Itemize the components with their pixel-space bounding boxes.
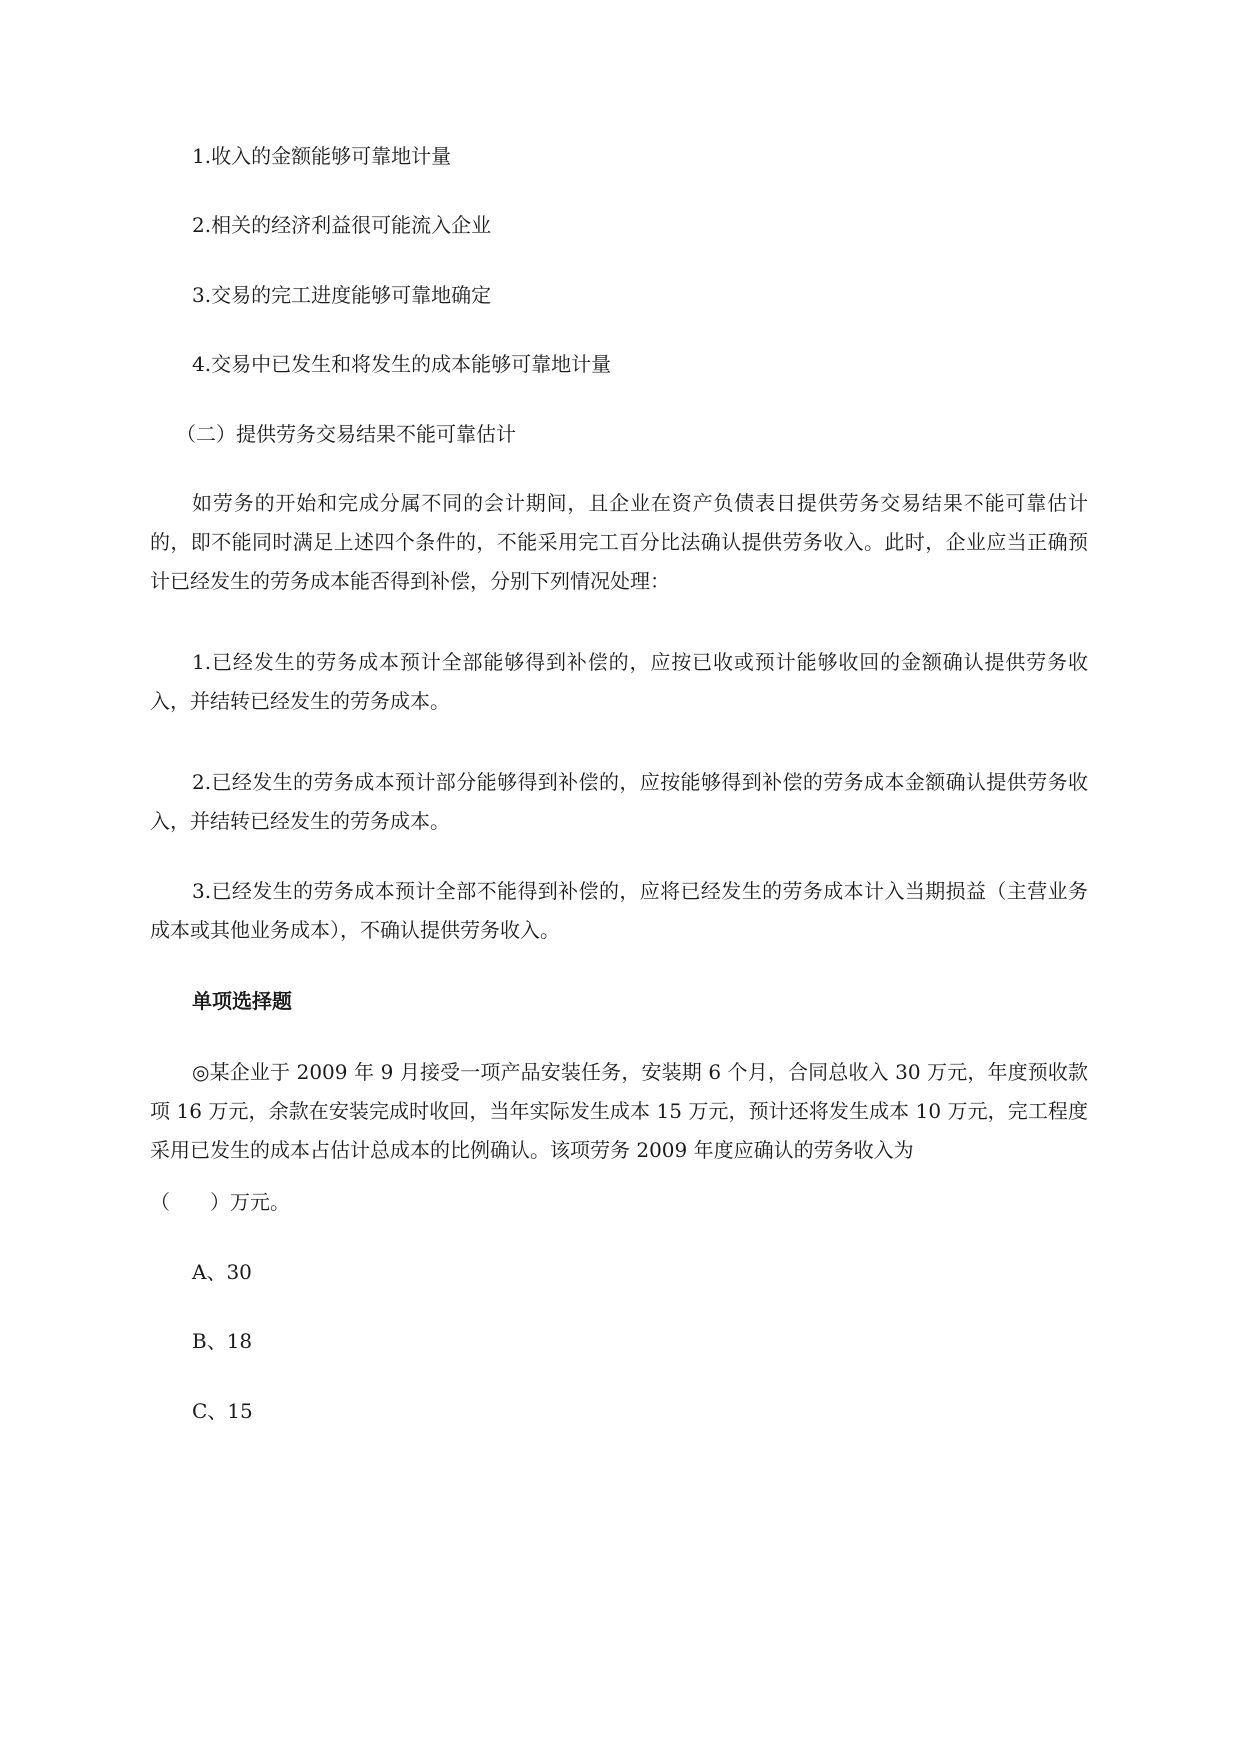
condition-2: 2.相关的经济利益很可能流入企业 — [192, 213, 492, 237]
case-3-paragraph: 3.已经发生的劳务成本预计全部不能得到补偿的，应将已经发生的劳务成本计入当期损益（主营业务成本或其他业务成本），不确认提供劳务收入。 — [150, 879, 1088, 942]
section-intro-paragraph: 如劳务的开始和完成分属不同的会计期间，且企业在资产负债表日提供劳务交易结果不能可靠估计的，即不能同时满足上述四个条件的，不能采用完工百分比法确认提供劳务收入。此时，企业应当正确预计已经发生的劳务成本能否得到补偿，分别下列情况处理： — [150, 491, 1088, 593]
quiz-title: 单项选择题 — [192, 989, 292, 1013]
quiz-answer-blank: （ ）万元。 — [150, 1190, 290, 1214]
option-b: B、18 — [192, 1329, 253, 1353]
case-2-paragraph: 2.已经发生的劳务成本预计部分能够得到补偿的，应按能够得到补偿的劳务成本金额确认提供劳务收入，并结转已经发生的劳务成本。 — [150, 770, 1088, 833]
condition-3: 3.交易的完工进度能够可靠地确定 — [192, 283, 492, 307]
section-heading: （二）提供劳务交易结果不能可靠估计 — [176, 422, 516, 446]
option-c: C、15 — [192, 1399, 253, 1423]
case-1-paragraph: 1.已经发生的劳务成本预计全部能够得到补偿的，应按已收或预计能够收回的金额确认提供劳务收入，并结转已经发生的劳务成本。 — [150, 650, 1088, 713]
condition-1: 1.收入的金额能够可靠地计量 — [192, 144, 452, 168]
quiz-question: ◎某企业于 2009 年 9 月接受一项产品安装任务，安装期 6 个月，合同总收入 30 万元，年度预收款项 16 万元，余款在安装完成时收回，当年实际发生成本 15 万元，预计还将发生成本 10 万元，完工程度采用已发生的成本占估计总成本的比例确认。该项劳务 2009 年度应确认的劳务收入为 — [150, 1060, 1088, 1162]
option-a: A、30 — [192, 1260, 252, 1284]
condition-4: 4.交易中已发生和将发生的成本能够可靠地计量 — [192, 352, 612, 376]
